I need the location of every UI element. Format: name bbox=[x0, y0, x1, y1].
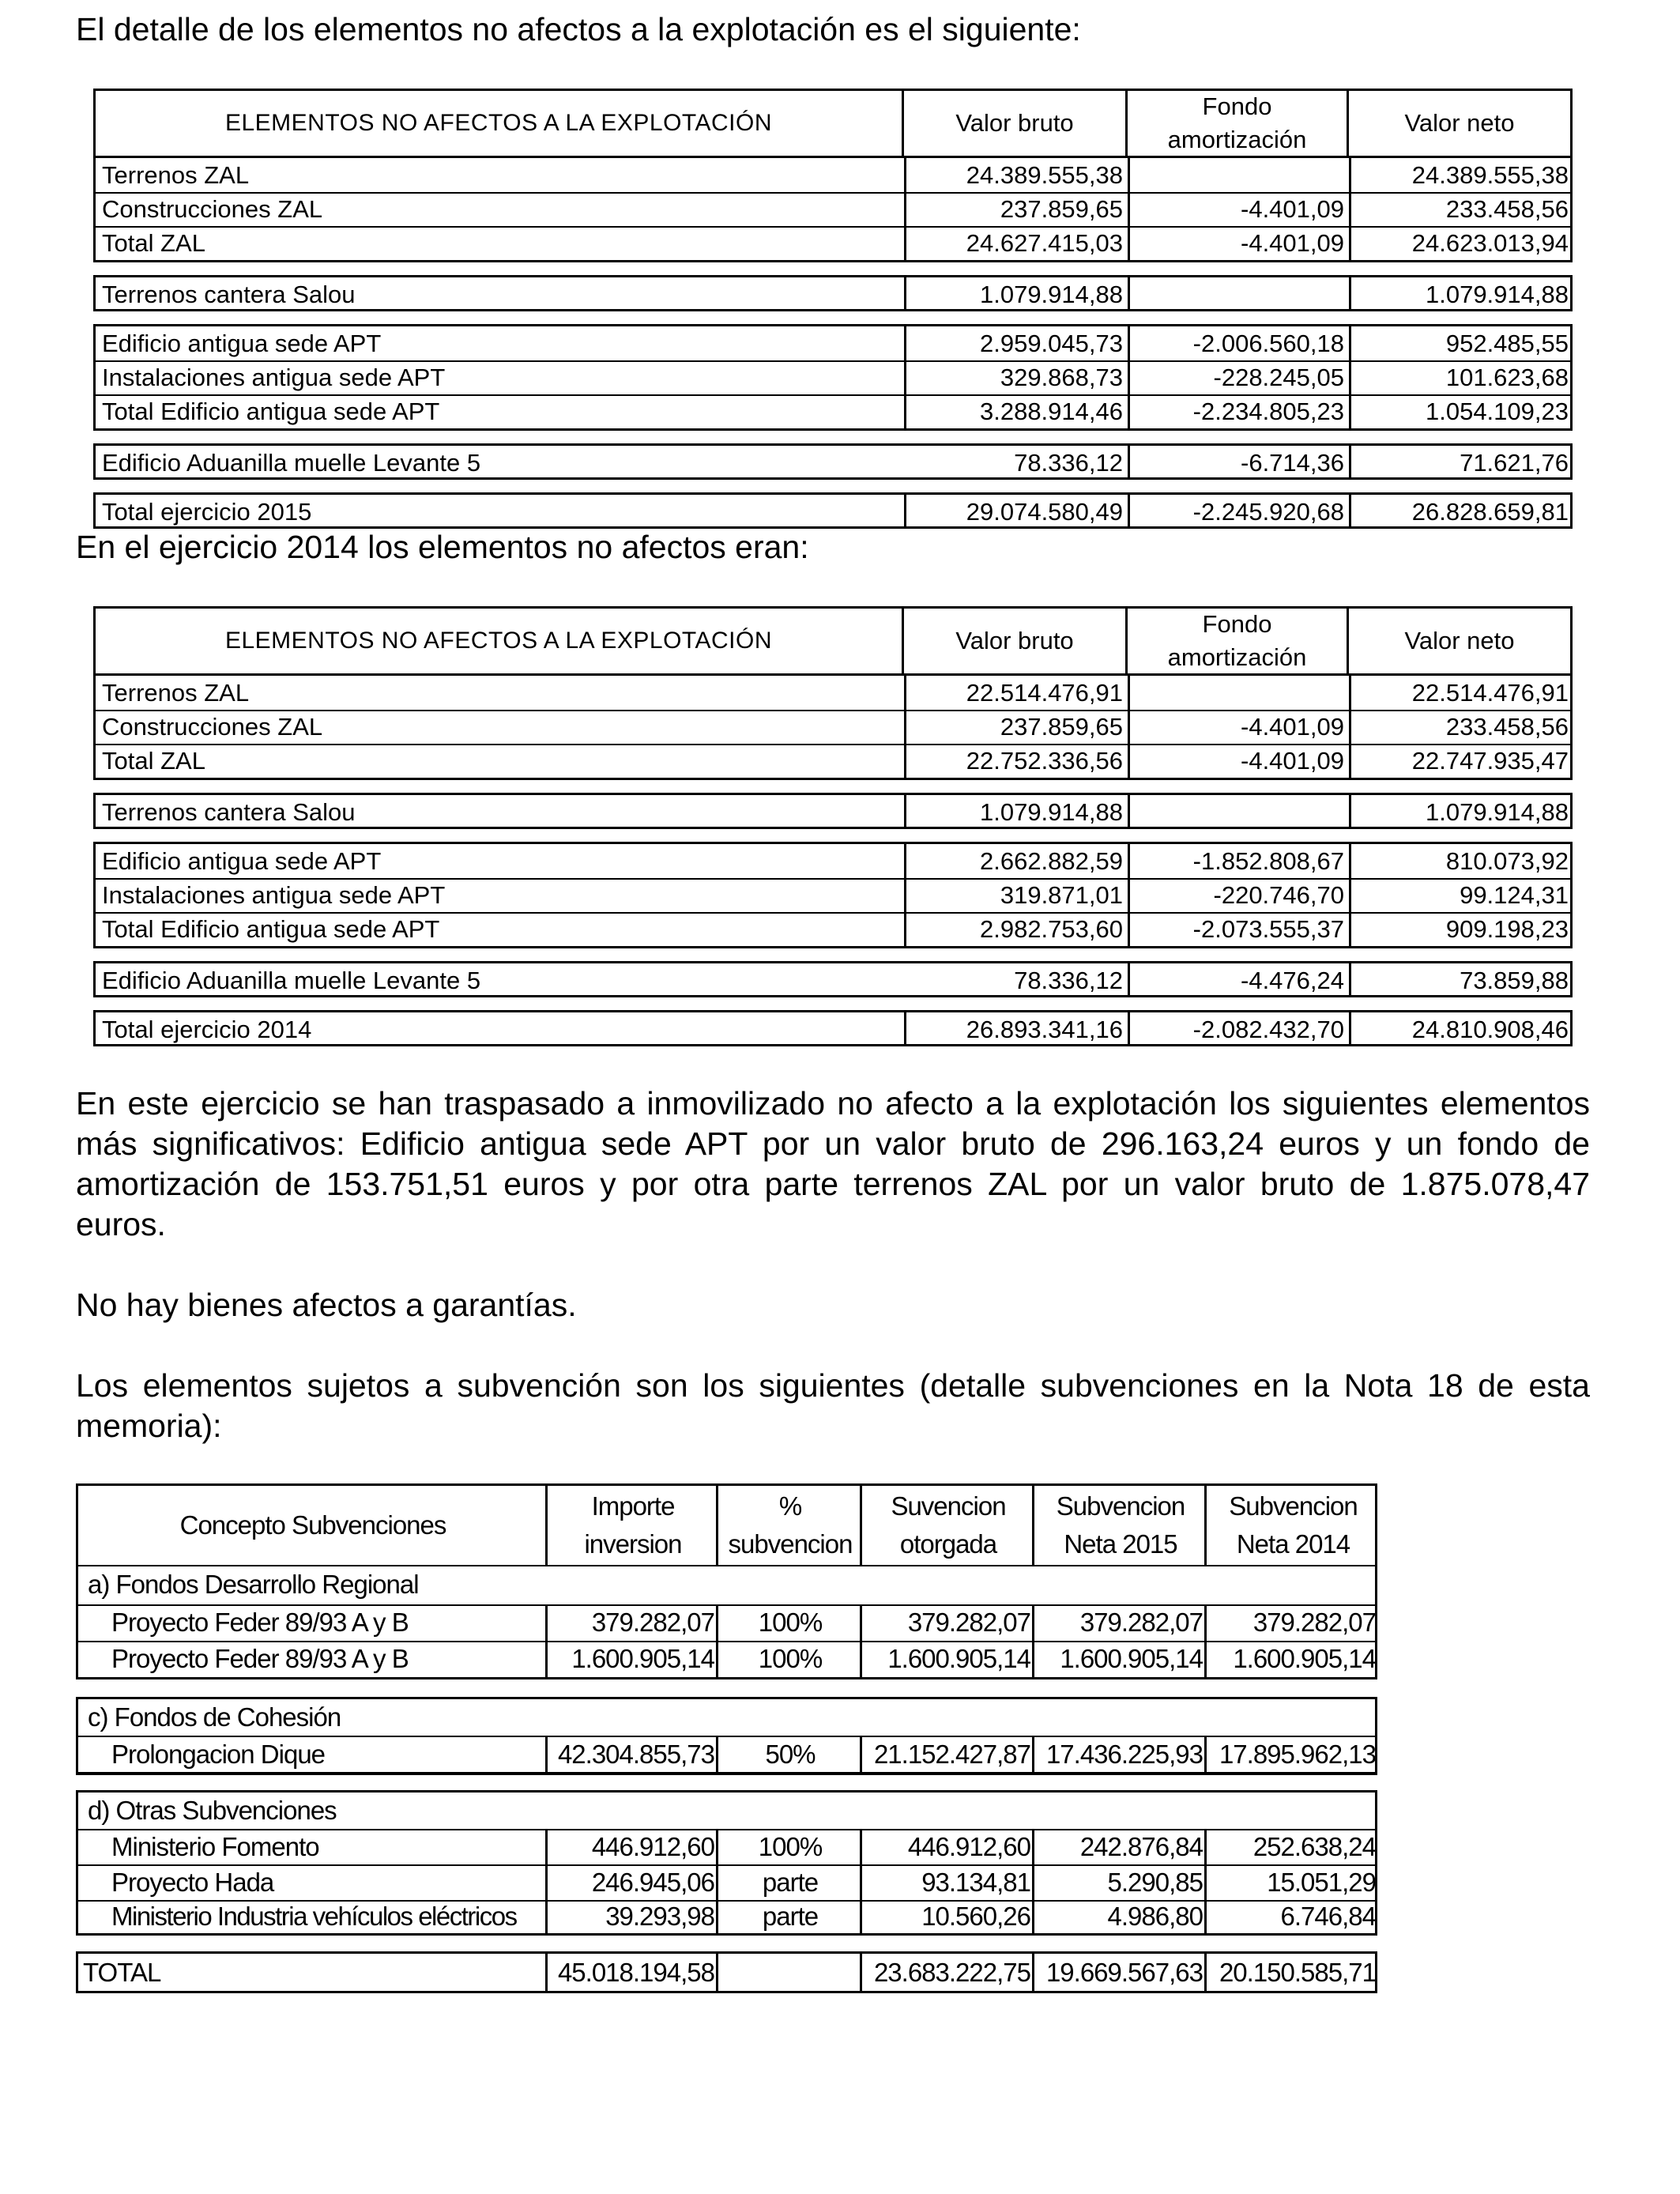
group-zal bbox=[93, 156, 1573, 262]
intro-2015-text: El detalle de los elementos no afectos a la explotación es el siguiente: bbox=[76, 11, 1081, 47]
header-gross-value: Valor bruto bbox=[904, 91, 1128, 156]
table-row-total: Total ZAL 22.752.336,56 -4.401,09 22.747.935,47 bbox=[102, 746, 1569, 775]
table-row: Instalaciones antigua sede APT 319.871,01 -220.746,70 99.124,31 bbox=[96, 878, 1570, 914]
header-concept: ELEMENTOS NO AFECTOS A LA EXPLOTACIÓN bbox=[96, 609, 904, 673]
table-row: Edificio Aduanilla muelle Levante 5 78.336,12 -6.714,36 71.621,76 bbox=[102, 448, 1569, 477]
subsidy-group-d bbox=[76, 1790, 1377, 1936]
group-label: c) Fondos de Cohesión bbox=[88, 1702, 341, 1732]
table-row: Proyecto Hada 246.945,06 parte 93.134,81 5.290,85 15.051,29 bbox=[78, 1864, 1375, 1902]
header-net-2015: Subvencion Neta 2015 bbox=[1056, 1491, 1185, 1559]
table-row: Construcciones ZAL 237.859,65 -4.401,09 233.458,56 bbox=[96, 710, 1570, 745]
group-apt bbox=[93, 324, 1573, 431]
group-label-row bbox=[78, 1699, 1375, 1737]
table-row: Edificio antigua sede APT 2.959.045,73 -2.006.560,18 952.485,55 bbox=[96, 326, 1570, 362]
subsidy-total bbox=[76, 1951, 1377, 1993]
header-percent: % subvencion bbox=[728, 1491, 853, 1559]
table-row: Proyecto Feder 89/93 A y B 379.282,07 100% 379.282,07 379.282,07 379.282,07 bbox=[78, 1604, 1375, 1642]
header-concept: Concepto Subvenciones bbox=[179, 1510, 446, 1540]
intro-2014-text: En el ejercicio 2014 los elementos no afectos eran: bbox=[76, 529, 809, 565]
header-investment: Importe inversion bbox=[584, 1491, 682, 1559]
garantias-paragraph: No hay bienes afectos a garantías. bbox=[76, 1287, 577, 1323]
group-label-row bbox=[78, 1565, 1375, 1606]
header-amortization-line1: Fondo bbox=[1202, 610, 1272, 638]
table-row: Ministerio Fomento 446.912,60 100% 446.912,60 242.876,84 252.638,24 bbox=[78, 1829, 1375, 1866]
group-salou bbox=[93, 275, 1573, 311]
header-amortization bbox=[1128, 609, 1349, 673]
table-row-total: Total ejercicio 2014 26.893.341,16 -2.082.432,70 24.810.908,46 bbox=[102, 1015, 1569, 1043]
table-row-total: Total Edificio antigua sede APT 3.288.914,46 -2.234.805,23 1.054.109,23 bbox=[102, 397, 1569, 425]
group-label-row bbox=[78, 1793, 1375, 1830]
table-row: Ministerio Industria vehículos eléctricos 39.293,98 parte 10.560,26 4.986,80 6.746,84 bbox=[78, 1900, 1375, 1933]
table-row-total: Total ejercicio 2015 29.074.580,49 -2.245.920,68 26.828.659,81 bbox=[102, 497, 1569, 526]
table-row: Terrenos cantera Salou 1.079.914,88 1.079.914,88 bbox=[102, 797, 1569, 826]
group-total bbox=[93, 492, 1573, 529]
header-amortization-line2: amortización bbox=[1167, 643, 1307, 671]
table-row: Edificio antigua sede APT 2.662.882,59 -1.852.808,67 810.073,92 bbox=[96, 844, 1570, 880]
table-row-total: Total ZAL 24.627.415,03 -4.401,09 24.623.013,94 bbox=[102, 228, 1569, 257]
table-row-total: TOTAL 45.018.194,58 23.683.222,75 19.669.567,63 20.150.585,71 bbox=[83, 1957, 1376, 1987]
header-amortization bbox=[1128, 91, 1349, 156]
subsidy-group-a bbox=[76, 1483, 1377, 1679]
subvencion-intro-paragraph: Los elementos sujetos a subvención son los siguientes (detalle subvenciones en la Nota 18 de esta memoria): bbox=[76, 1367, 1590, 1444]
header-granted: Suvencion otorgada bbox=[891, 1491, 1006, 1559]
table-row: Terrenos cantera Salou 1.079.914,88 1.079.914,88 bbox=[102, 280, 1569, 308]
group-zal bbox=[93, 673, 1573, 780]
group-apt bbox=[93, 842, 1573, 948]
table-row: Proyecto Feder 89/93 A y B 1.600.905,14 100% 1.600.905,14 1.600.905,14 1.600.905,14 bbox=[78, 1641, 1375, 1677]
table-row: Prolongacion Dique 42.304.855,73 50% 21.152.427,87 17.436.225,93 17.895.962,13 bbox=[78, 1736, 1375, 1774]
group-label: a) Fondos Desarrollo Regional bbox=[88, 1570, 419, 1599]
subsidy-header bbox=[78, 1486, 1375, 1566]
header-net-value: Valor neto bbox=[1404, 627, 1515, 654]
group-total bbox=[93, 1010, 1573, 1046]
table-row-total: Total Edificio antigua sede APT 2.982.753,60 -2.073.555,37 909.198,23 bbox=[102, 914, 1569, 943]
header-net-value: Valor neto bbox=[1404, 109, 1515, 137]
header-amortization-line1: Fondo bbox=[1202, 92, 1272, 120]
table-row: Terrenos ZAL 22.514.476,91 22.514.476,91 bbox=[96, 676, 1570, 711]
group-label: d) Otras Subvenciones bbox=[88, 1796, 337, 1825]
table-row: Edificio Aduanilla muelle Levante 5 78.336,12 -4.476,24 73.859,88 bbox=[102, 966, 1569, 994]
header-gross-value: Valor bruto bbox=[904, 609, 1128, 673]
subsidy-group-c bbox=[76, 1697, 1377, 1773]
group-aduanilla bbox=[93, 961, 1573, 997]
group-aduanilla bbox=[93, 443, 1573, 480]
table-row: Terrenos ZAL 24.389.555,38 24.389.555,38 bbox=[96, 158, 1570, 194]
header-amortization-line2: amortización bbox=[1167, 126, 1307, 153]
table-row: Construcciones ZAL 237.859,65 -4.401,09 233.458,56 bbox=[96, 192, 1570, 228]
group-salou bbox=[93, 793, 1573, 829]
traspaso-paragraph: En este ejercicio se han traspasado a inmovilizado no afecto a la explotación los siguientes elementos más significativos: Edificio antigua sede APT por un valor bruto de 296.163,24 euros y un fondo de amortización de 153.751,51 euros y por otra parte terrenos ZAL por un valor bruto de 1.875.078,47 euros. bbox=[76, 1085, 1590, 1242]
table-header bbox=[93, 606, 1573, 676]
header-net-2014: Subvencion Neta 2014 bbox=[1229, 1491, 1358, 1559]
header-concept: ELEMENTOS NO AFECTOS A LA EXPLOTACIÓN bbox=[96, 91, 904, 156]
table-header bbox=[93, 89, 1573, 158]
table-row: Instalaciones antigua sede APT 329.868,73 -228.245,05 101.623,68 bbox=[96, 360, 1570, 396]
